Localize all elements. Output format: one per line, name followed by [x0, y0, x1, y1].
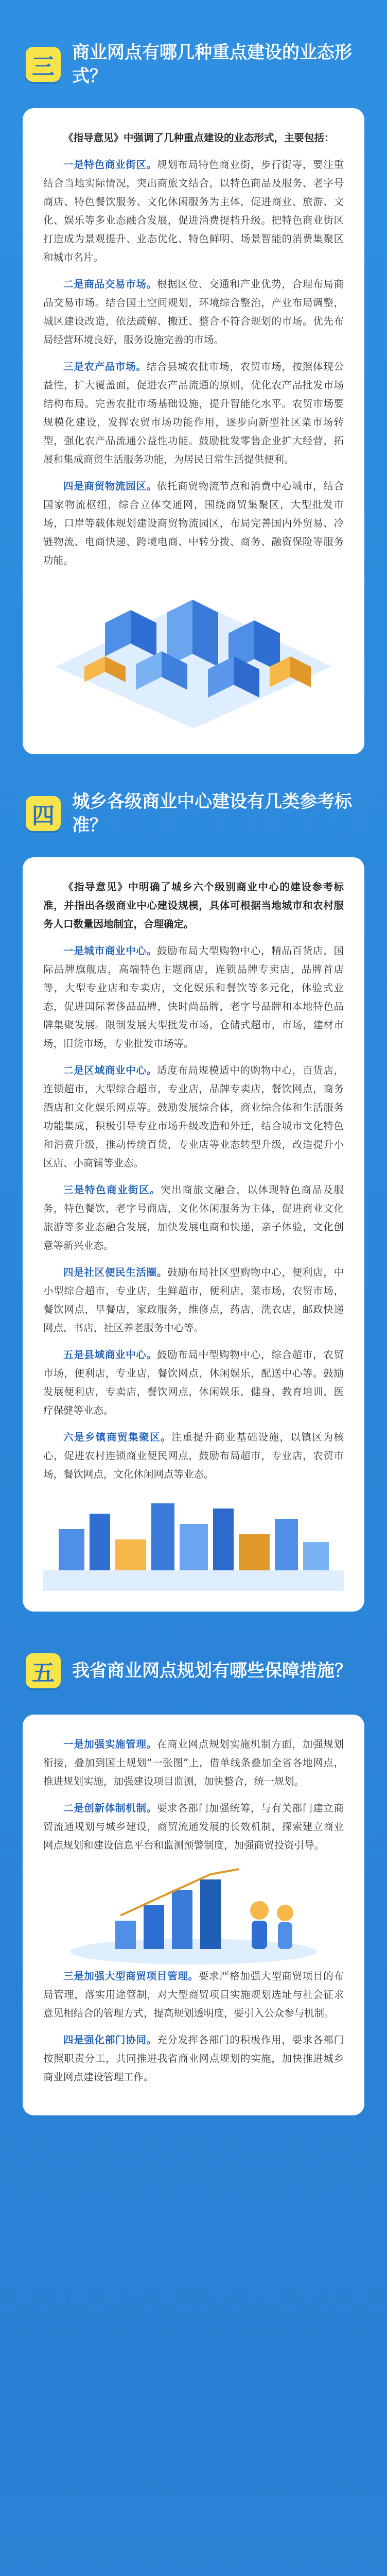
item-paragraph: 六是乡镇商贸集聚区。注重提升商业基础设施，以镇区为核心，促进农村连锁商业便民网点，鼓励布局超市，专业店，农贸市场，餐饮网点，文化休闲网点等业态。: [43, 1431, 344, 1480]
section-header: [0, 770, 387, 857]
section-number-badge: 四: [26, 796, 61, 831]
item-paragraph: 一是特色商业街区。规划布局特色商业街，步行街等，要注重结合当地实际情况，突出商旅文结合，以特色商品及服务、老字号商店、特色餐饮服务、文化休闲服务为主体，促进商业、旅游、文化、娱乐等多业态融合发展，促进消费提档升级。把特色商业街区打造成为景观提升、业态优化、特色鲜明、场景智能的消费集聚区和城市名片。: [43, 159, 344, 263]
content-card: [23, 1715, 364, 2115]
item-paragraph: 一是城市商业中心。鼓励布局大型购物中心，精品百货店，国际品牌旗舰店，高端特色主题商店，连锁品牌专卖店，品牌首店等，大型专业店和专卖店，文化娱乐和餐饮等多元化，体验式业态，促进国际奢侈品品牌，快时尚品牌，老字号品牌和本地特色品牌集聚发展。限制发展大型批发市场，仓储式超市，市场，建材市场，旧货市场，专业批发市场等。: [43, 945, 344, 1049]
people-chart-illustration: [43, 1864, 344, 1967]
section-five: [0, 1612, 387, 2115]
section-title: 城乡各级商业中心建设有几类参考标准？: [72, 791, 352, 836]
skyline-illustration: [43, 1493, 344, 1591]
item-paragraph: 三是加强大型商贸项目管理。要求严格加强大型商贸项目的布局管理，落实用途管制，对大型商贸项目实施规划选址与社会征求意见相结合的管理方式，提高规划透明度，要引入公众参与机制。: [43, 1970, 344, 2019]
item-paragraph: 二是创新体制机制。要求各部门加强统筹，与有关部门建立商贸流通规划与城乡建设，商贸流通发展的长效机制，探索建立商业网点规划和建设信息平台和监测预警制度，加强商贸投资引导。: [43, 1802, 344, 1851]
item-paragraph: 四是商贸物流园区。依托商贸物流节点和消费中心城市，结合国家物流枢纽，综合立体交通网，围绕商贸集聚区，大型批发市场，口岸等载体规划建设商贸物流园区，布局完善国内外贸易、冷链物流、电商快递、跨境电商、中转分拨、商务、融资保险等服务功能。: [43, 480, 344, 566]
section-title: 商业网点有哪几种重点建设的业态形式？: [72, 42, 352, 87]
section-number-badge: 三: [26, 47, 61, 82]
item-paragraph: 二是区域商业中心。适度布局规模适中的购物中心，百货店，连锁超市，大型综合超市，专业店，品牌专卖店，餐饮网点，商务酒店和文化娱乐网点等。鼓励发展综合体，商业综合体和生活服务功能集成，积极引导专业市场升级改造和外迁，结合城市文化特色和消费升级，推动传统百货，专业店等业态转型升级，改造提升小区店、小商铺等业态。: [43, 1064, 344, 1169]
item-paragraph: 四是社区便民生活圈。鼓励布局社区型购物中心，便利店，中小型综合超市，专业店，生鲜超市，便利店，菜市场，农贸市场，餐饮网点，早餐店，家政服务，维修点，药店，洗衣店，邮政快递网点，书店，社区养老服务中心等。: [43, 1266, 344, 1334]
item-paragraph: 三是农产品市场。结合县城农批市场，农贸市场，按照体现公益性，扩大覆盖面，促进农产品流通的原则，优化农产品批发市场结构布局。完善农批市场基础设施，提升智能化水平。农贸市场要规模化建设，发挥农贸市场功能作用，逐步向新型社区菜市场转型，强化农产品流通公益性功能。鼓励批发零售企业扩大经营，拓展和集成商贸生活服务功能，为居民日常生活提供便利。: [43, 361, 344, 465]
section-header: [0, 21, 387, 108]
item-paragraph: 三是特色商业街区。突出商旅文融合，以体现特色商品及服务，特色餐饮，老字号商店，文化休闲服务为主体，促进商业文化旅游等多业态融合发展，加快发展电商和快递，亲子体验，文化创意等新兴业态。: [43, 1184, 344, 1251]
content-card: [23, 857, 364, 1612]
item-paragraph: 二是商品交易市场。根据区位、交通和产业优势，合理布局商品交易市场。结合国土空间规划，环境综合整治，产业布局调整，城区建设改造，依法疏解、搬迁、整合不符合规划的市场。优先布局经营环境良好，服务设施完善的市场。: [43, 278, 344, 346]
item-paragraph: 四是强化部门协同。充分发挥各部门的积极作用，要求各部门按照职责分工，共同推进我省商业网点规划的实施，加快推进城乡商业网点建设管理工作。: [43, 2034, 344, 2083]
section-four: [0, 754, 387, 1612]
section-title: 我省商业网点规划有哪些保障措施？: [72, 1660, 352, 1681]
section-header: [0, 1627, 387, 1715]
section-three: [0, 0, 387, 754]
lead-paragraph: 《指导意见》中明确了城乡六个级别商业中心的建设参考标准，并指出各级商业中心建设规模，具体可根据当地城市和农村服务人口数量因地制宜，合理确定。: [43, 881, 344, 930]
section-number-badge: 五: [26, 1653, 61, 1688]
item-paragraph: 五是县域商业中心。鼓励布局中型购物中心，综合超市，农贸市场，便利店，专业店，餐饮网点，休闲娱乐，配送中心等。鼓励发展便利店，专卖店，餐饮网点，休闲娱乐，健身，教育培训，医疗保健等业态。: [43, 1349, 344, 1416]
item-paragraph: 一是加强实施管理。在商业网点规划实施机制方面，加强规划衔接，叠加到国土规划“一张图”上，借单线条叠加全省各地网点，推进规划实施，加强建设项目监测，加快整合，统一规划。: [43, 1738, 344, 1787]
isometric-city-illustration: [43, 579, 344, 734]
content-card: [23, 108, 364, 754]
lead-paragraph: 《指导意见》中强调了几种重点建设的业态形式，主要包括：: [63, 132, 335, 144]
